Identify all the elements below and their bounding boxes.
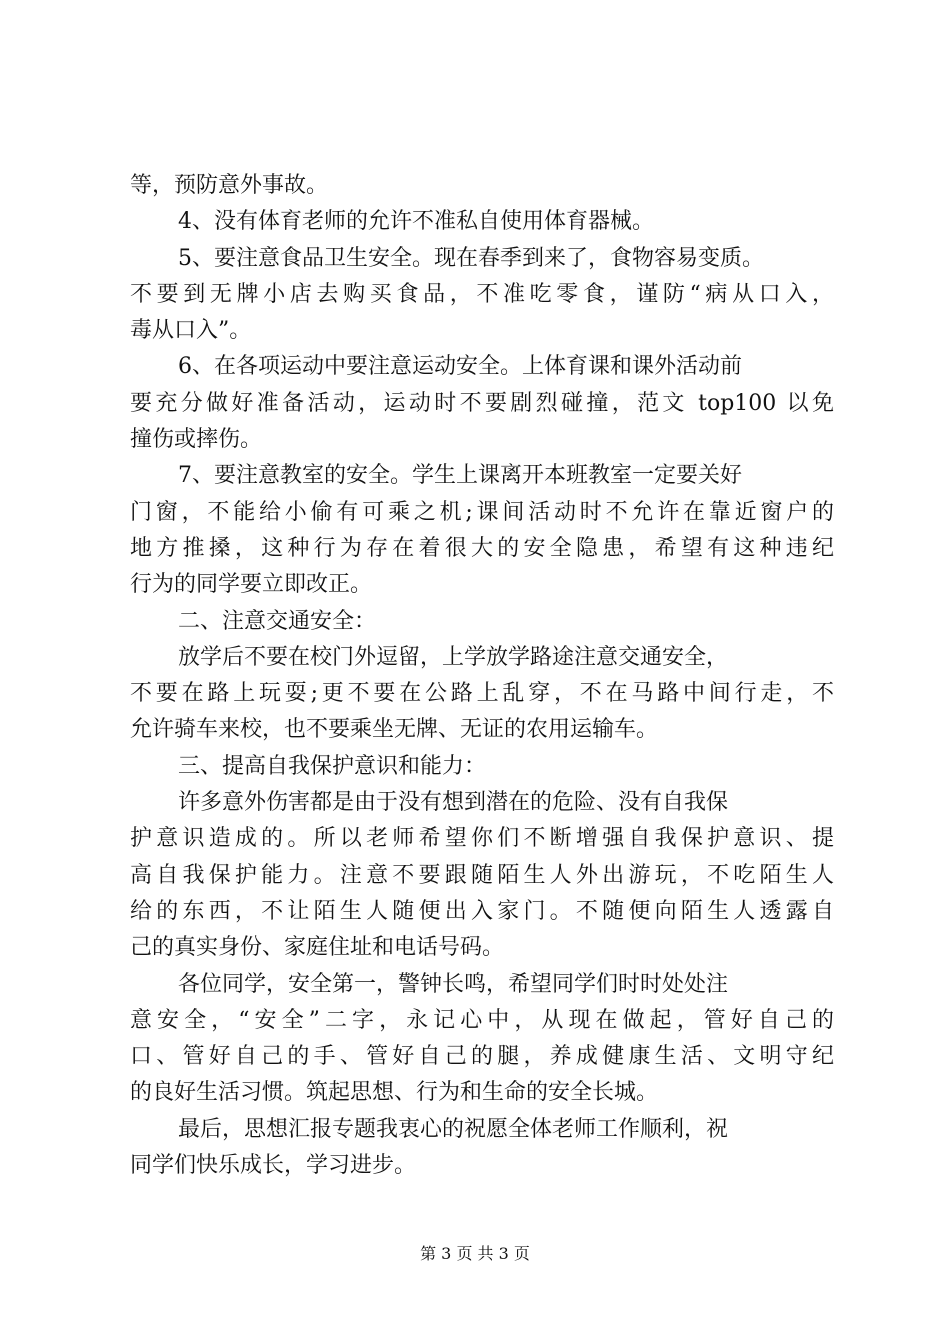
text-line: 各位同学，安全第一，警钟长鸣，希望同学们时时处处注 [178, 971, 729, 997]
text-line: 6、在各项运动中要注意运动安全。上体育课和课外活动前 [178, 354, 742, 380]
text-line: 不要到无牌小店去购买食品，不准吃零食，谨防“病从口入， [130, 281, 834, 307]
text-line: 4、没有体育老师的允许不准私自使用体育器械。 [178, 209, 654, 235]
text-line: 5、要注意食品卫生安全。现在春季到来了，食物容易变质。 [178, 245, 764, 271]
text-line: 护意识造成的。所以老师希望你们不断增强自我保护意识、提 [130, 826, 834, 852]
text-line: 7、要注意教室的安全。学生上课离开本班教室一定要关好 [178, 463, 742, 489]
text-line: 高自我保护能力。注意不要跟随陌生人外出游玩，不吃陌生人 [130, 862, 834, 888]
text-line: 最后，思想汇报专题我衷心的祝愿全体老师工作顺利，祝 [178, 1116, 729, 1142]
text-line: 同学们快乐成长，学习进步。 [130, 1153, 417, 1179]
document-body [130, 168, 834, 1184]
text-line: 给的东西，不让陌生人随便出入家门。不随便向陌生人透露自 [130, 898, 834, 924]
text-line: 意安全，“安全”二字，永记心中，从现在做起，管好自己的 [130, 1007, 834, 1033]
text-line: 允许骑车来校，也不要乘坐无牌、无证的农用运输车。 [130, 717, 659, 743]
text-line: 行为的同学要立即改正。 [130, 572, 373, 598]
text-line: 己的真实身份、家庭住址和电话号码。 [130, 935, 505, 961]
text-line: 撞伤或摔伤。 [130, 427, 263, 453]
text-line: 地方推搡，这种行为存在着很大的安全隐患，希望有这种违纪 [130, 535, 834, 561]
text-line: 放学后不要在校门外逗留，上学放学路途注意交通安全， [178, 644, 729, 670]
text-line: 不要在路上玩耍;更不要在公路上乱穿，不在马路中间行走，不 [130, 681, 834, 707]
text-line: 门窗，不能给小偷有可乘之机;课间活动时不允许在靠近窗户的 [130, 499, 834, 525]
text-line: 许多意外伤害都是由于没有想到潜在的危险、没有自我保 [178, 790, 729, 816]
section-heading: 二、注意交通安全： [178, 608, 377, 634]
section-heading: 三、提高自我保护意识和能力： [178, 753, 487, 779]
text-line: 毒从口入”。 [130, 318, 252, 344]
text-line: 口、管好自己的手、管好自己的腿，养成健康生活、文明守纪 [130, 1044, 834, 1070]
text-line: 的良好生活习惯。筑起思想、行为和生命的安全长城。 [130, 1080, 659, 1106]
text-line: 等，预防意外事故。 [130, 173, 329, 198]
text-line: 要充分做好准备活动，运动时不要剧烈碰撞，范文 top100 以免 [130, 390, 834, 416]
page-footer: 第 3 页 共 3 页 [420, 1244, 530, 1263]
